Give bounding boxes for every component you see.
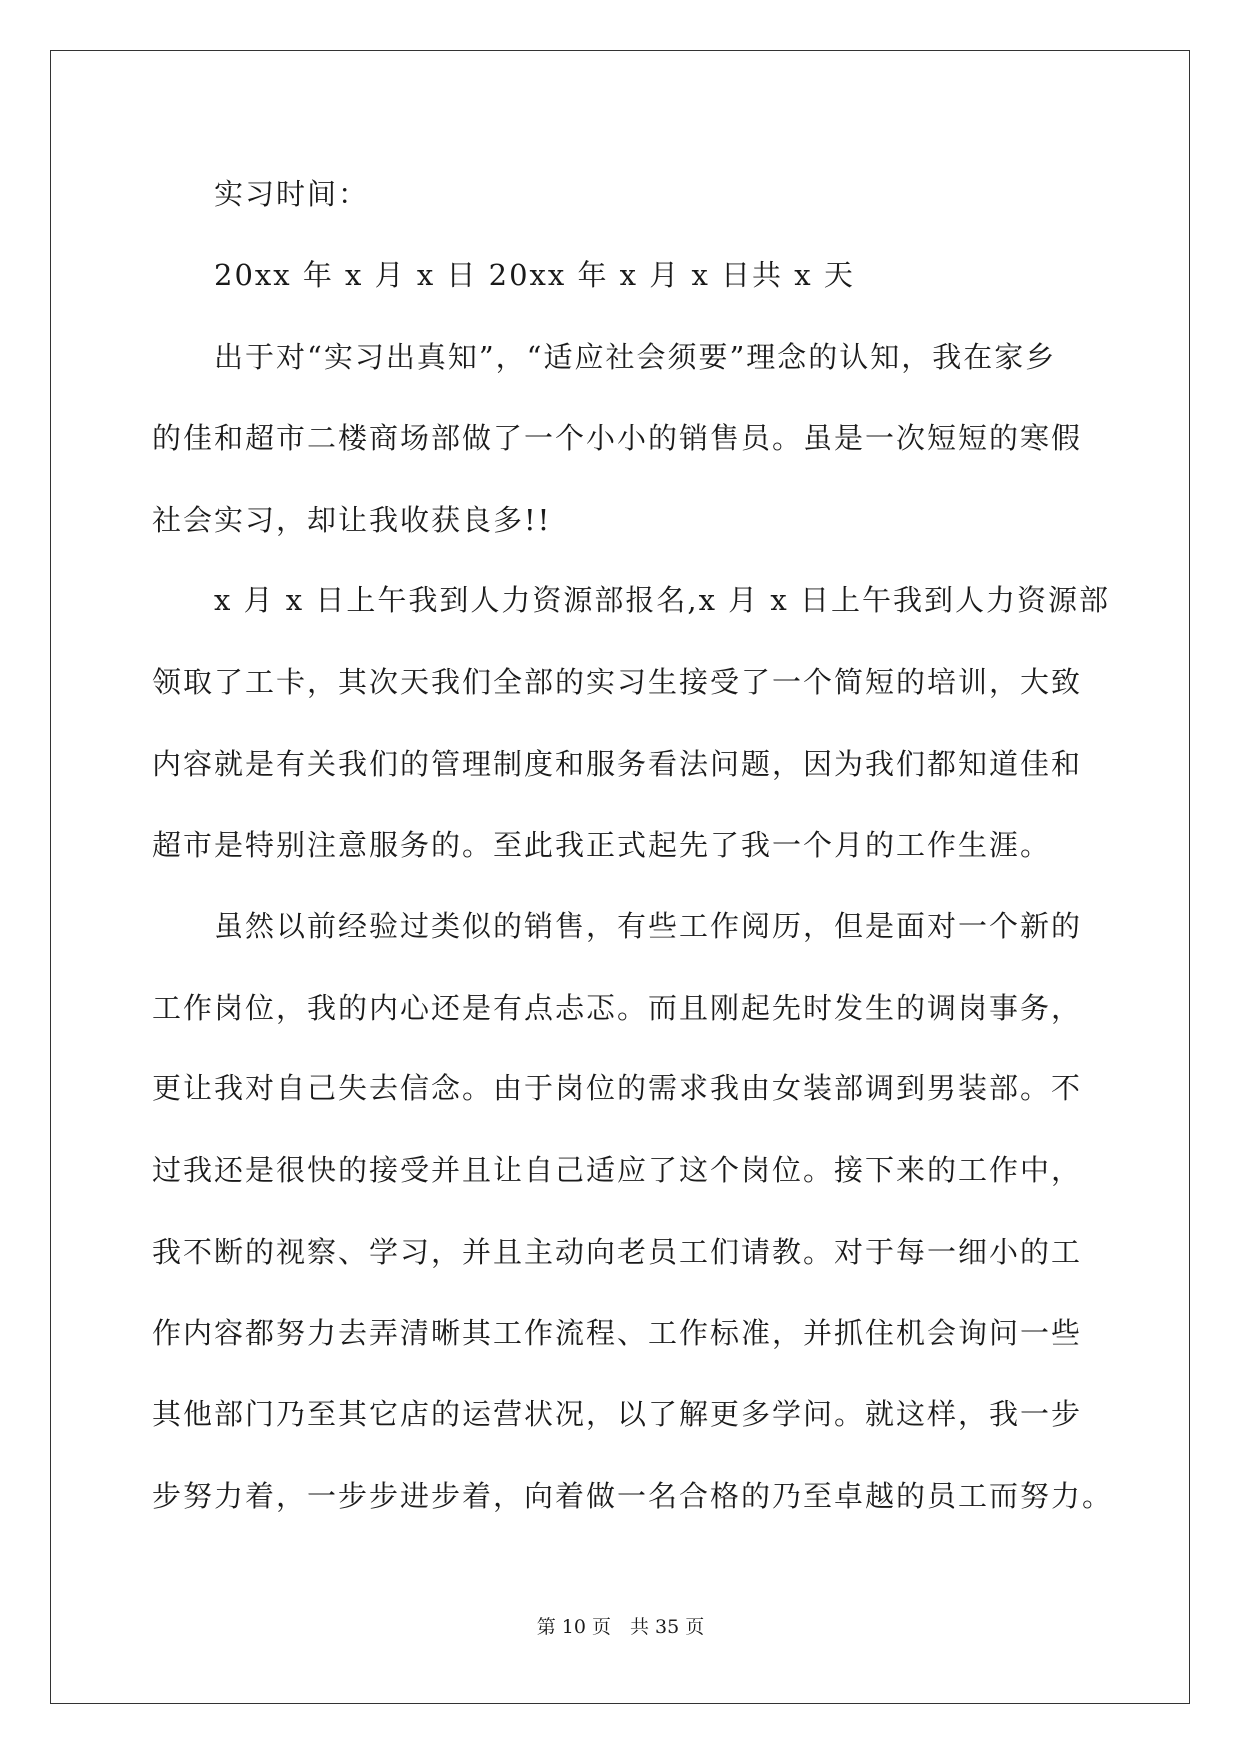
text-line: 过我还是很快的接受并且让自己适应了这个岗位。接下来的工作中， (152, 1153, 1083, 1187)
text-line: 内容就是有关我们的管理制度和服务看法问题，因为我们都知道佳和 (152, 747, 1083, 781)
text-line: 社会实习，却让我收获良多!! (152, 503, 552, 537)
page-number-footer: 第 10 页 共 35 页 (536, 1616, 705, 1638)
text-line: 出于对“实习出真知”，“适应社会须要”理念的认知，我在家乡 (214, 340, 1057, 374)
text-line: 超市是特别注意服务的。至此我正式起先了我一个月的工作生涯。 (152, 828, 1052, 862)
page-border (50, 50, 1190, 1704)
text-line: 作内容都努力去弄清晰其工作流程、工作标准，并抓住机会询问一些 (152, 1316, 1083, 1350)
text-line: 更让我对自己失去信念。由于岗位的需求我由女装部调到男装部。不 (152, 1071, 1083, 1105)
text-line: 20xx 年 x 月 x 日 20xx 年 x 月 x 日共 x 天 (214, 258, 855, 292)
text-line: 工作岗位，我的内心还是有点忐忑。而且刚起先时发生的调岗事务， (152, 991, 1083, 1025)
text-line: 的佳和超市二楼商场部做了一个小小的销售员。虽是一次短短的寒假 (152, 421, 1083, 455)
text-line: 领取了工卡，其次天我们全部的实习生接受了一个简短的培训，大致 (152, 665, 1083, 699)
text-line: 虽然以前经验过类似的销售，有些工作阅历，但是面对一个新的 (214, 909, 1083, 943)
text-line: x 月 x 日上午我到人力资源部报名,x 月 x 日上午我到人力资源部 (214, 583, 1110, 617)
text-line: 其他部门乃至其它店的运营状况，以了解更多学问。就这样，我一步 (152, 1397, 1083, 1431)
text-line: 实习时间： (214, 177, 370, 211)
text-line: 步努力着，一步步进步着，向着做一名合格的乃至卓越的员工而努力。 (152, 1479, 1114, 1513)
text-line: 我不断的视察、学习，并且主动向老员工们请教。对于每一细小的工 (152, 1235, 1083, 1269)
